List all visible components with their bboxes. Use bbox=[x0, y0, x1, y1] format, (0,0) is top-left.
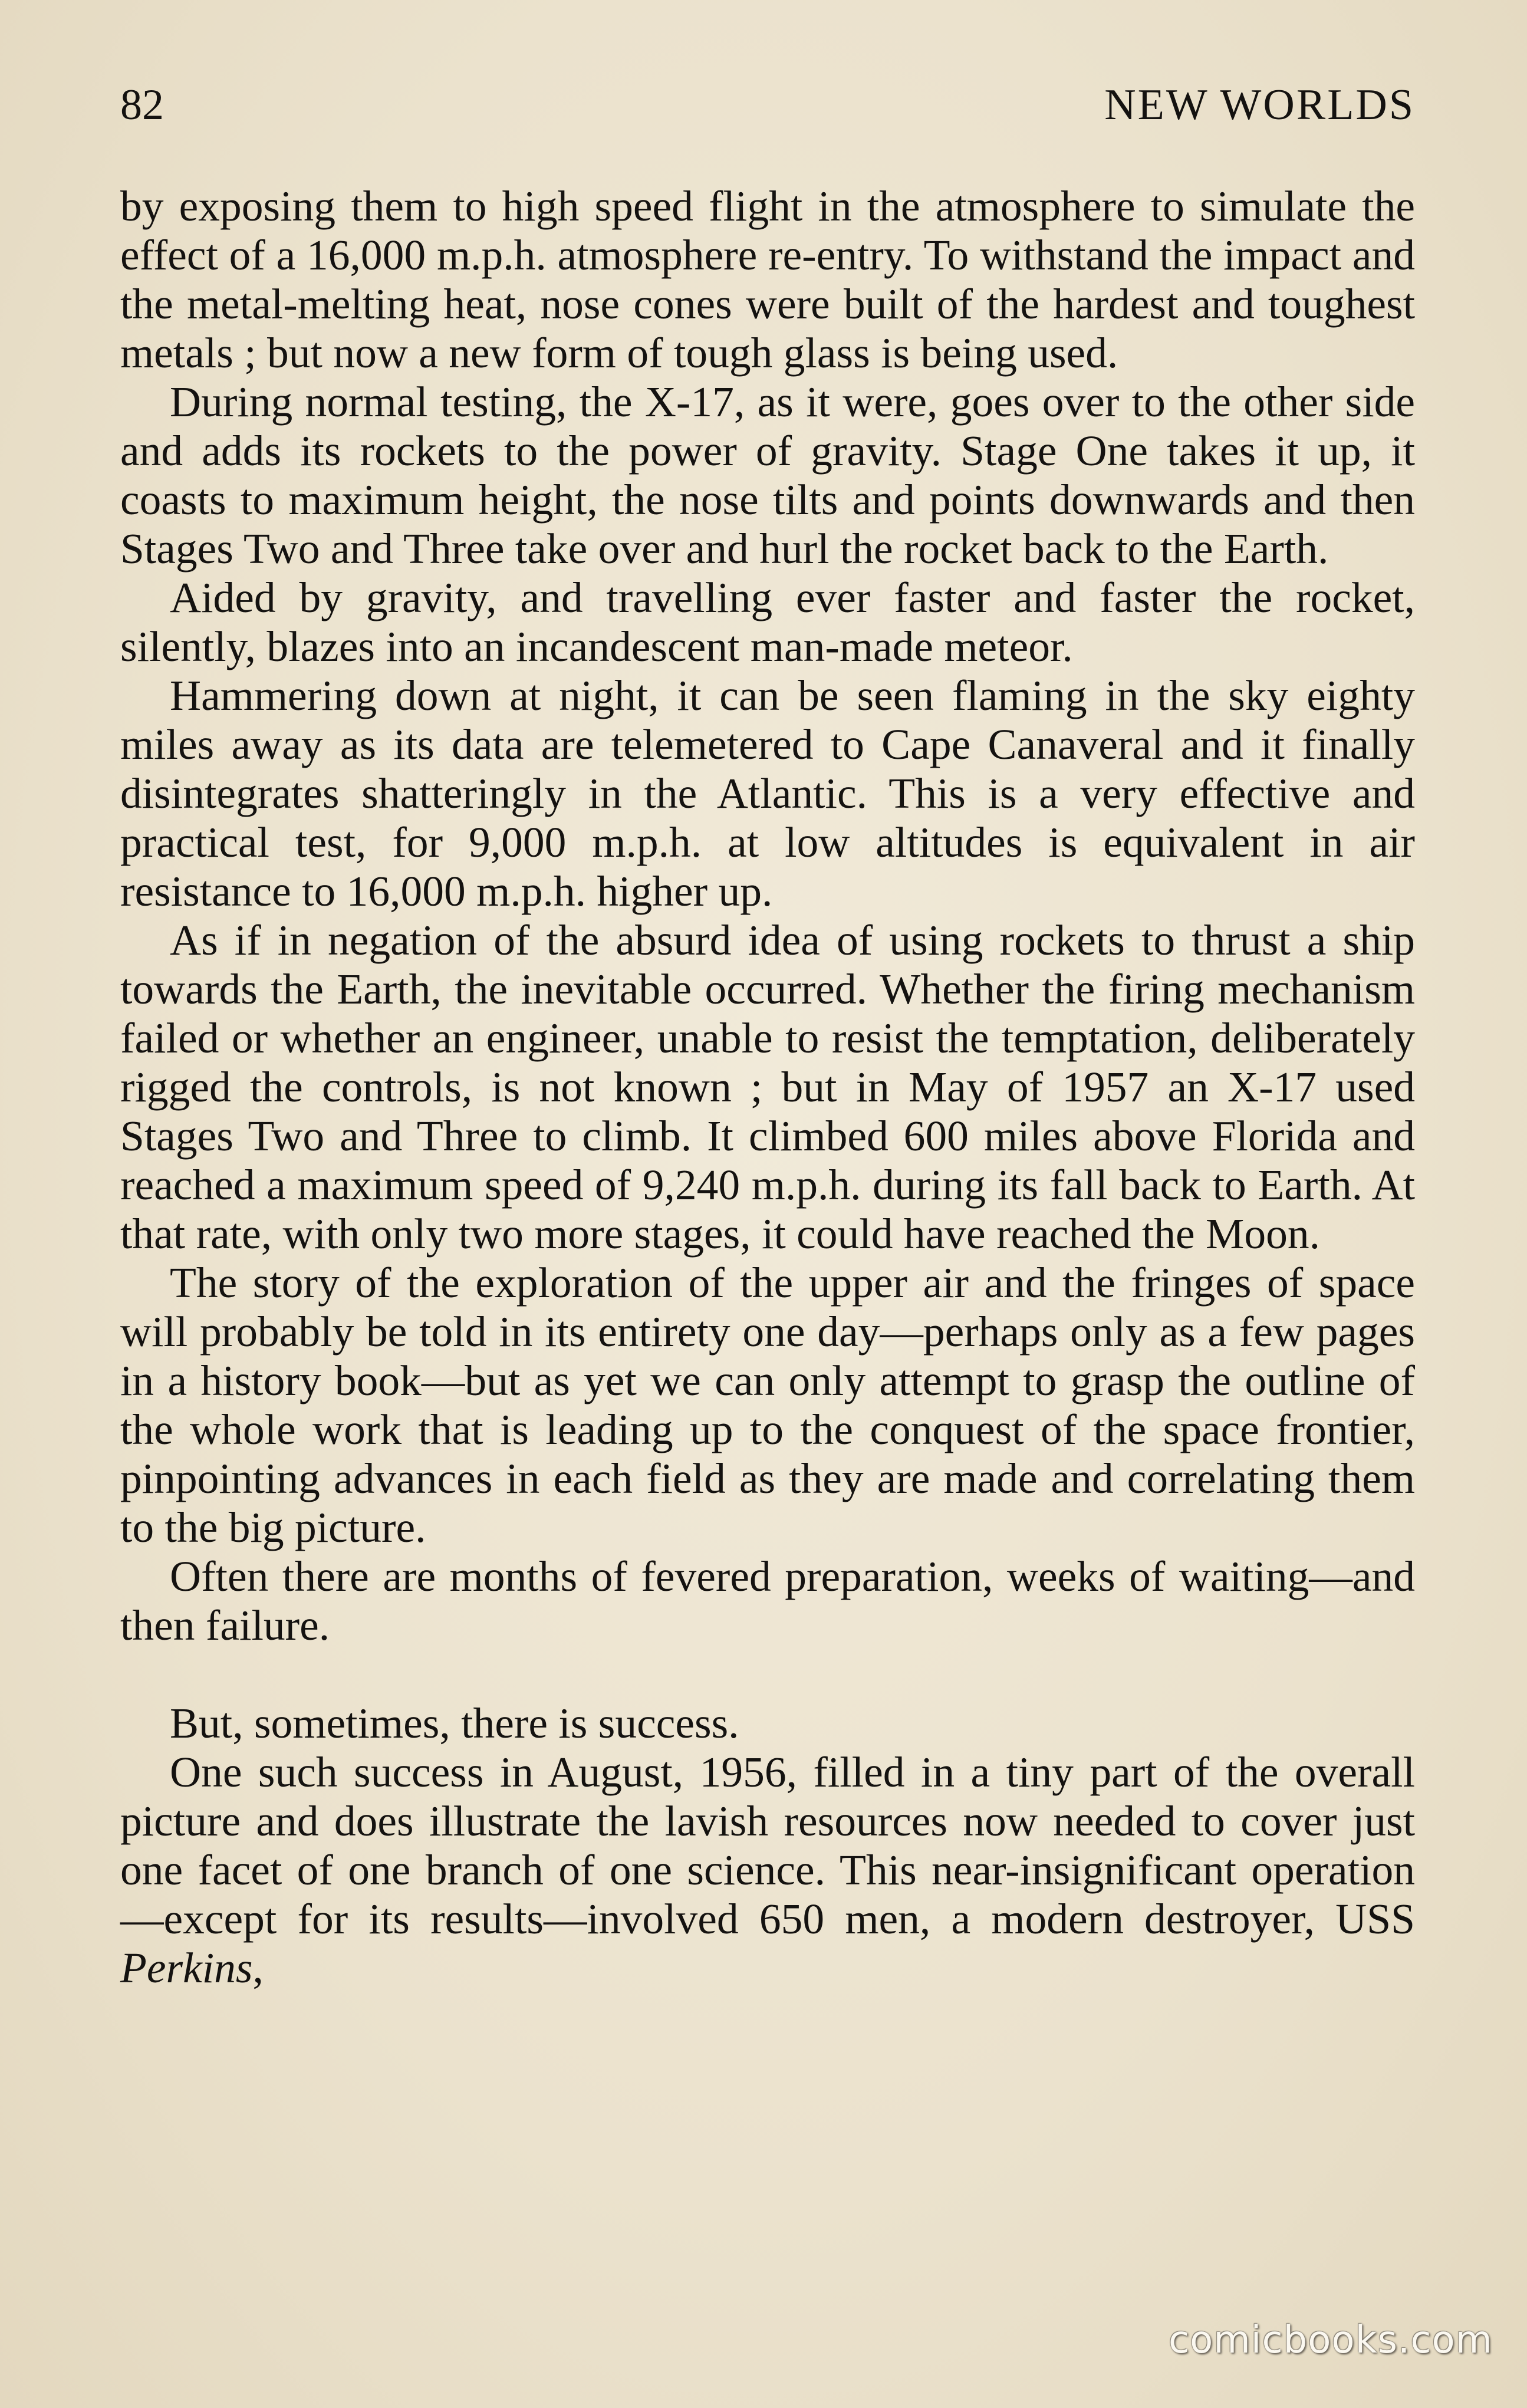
paragraph-4: Hammering down at night, it can be seen flaming in the sky eighty miles away as its data are telemetered to Cape Canaveral and it finally disintegrates shatteringly in the Atlantic. This is a very effective and practical test, for 9,000 m.p.h. at low altitudes is equivalent in air resistance to 16,000 m.p.h. higher up. bbox=[120, 672, 1415, 915]
paragraph-9 bbox=[120, 1748, 1415, 1992]
paragraph-7: Often there are months of fevered preparation, weeks of waiting—and then failure. bbox=[120, 1552, 1415, 1649]
paragraph-9-trail: , bbox=[252, 1944, 264, 1992]
paragraph-8: But, sometimes, there is success. bbox=[170, 1699, 739, 1747]
watermark: comicbooks.com bbox=[1168, 2318, 1493, 2362]
page-number: 82 bbox=[120, 81, 164, 129]
paragraph-2: During normal testing, the X-17, as it were, goes over to the other side and adds its rockets to the power of gravity. Stage One takes it up, it coasts to maximum height, the nose tilts and points downwards and then Stages Two and Three take over and hurl the rocket back to the Earth. bbox=[120, 378, 1415, 573]
paragraph-6: The story of the exploration of the upper air and the fringes of space will probably be told in its entirety one day—perhaps only as a few pages in a history book—but as yet we can only attempt to grasp the outline of the whole work that is leading up to the conquest of the space frontier, pinpointing advances in each field as they are made and correlating them to the big picture. bbox=[120, 1259, 1415, 1551]
paragraph-5: As if in negation of the absurd idea of using rockets to thrust a ship towards the Earth, the inevitable occurred. Whether the firing mechanism failed or whether an engineer, unable to resist the temptation, deliberately rigged the controls, is not known ; but in May of 1957 an X-17 used Stages Two and Three to climb. It climbed 600 miles above Florida and reached a maximum speed of 9,240 m.p.h. during its fall back to Earth. At that rate, with only two more stages, it could have reached the Moon. bbox=[120, 916, 1415, 1258]
page-header bbox=[120, 75, 1415, 134]
paragraph-3: Aided by gravity, and travelling ever faster and faster the rocket, silently, blazes into an incandescent man-made meteor. bbox=[120, 574, 1415, 670]
paragraph-9-text: One such success in August, 1956, filled in a tiny part of the overall picture and does illustrate the lavish resources now needed to cover just one facet of one branch of one science. This near-insignificant operation—except for its results—involved 650 men, a modern destroyer, USS bbox=[120, 1748, 1415, 1943]
paragraph-1: by exposing them to high speed flight in the atmosphere to simulate the effect of a 16,000 m.p.h. atmosphere re-entry. To withstand the impact and the metal-melting heat, nose cones were built of the hardest and toughest metals ; but now a new form of tough glass is being used. bbox=[120, 182, 1415, 377]
article-body bbox=[120, 182, 1415, 1992]
ship-name: Perkins bbox=[120, 1944, 253, 1992]
running-title: NEW WORLDS bbox=[1104, 81, 1415, 129]
